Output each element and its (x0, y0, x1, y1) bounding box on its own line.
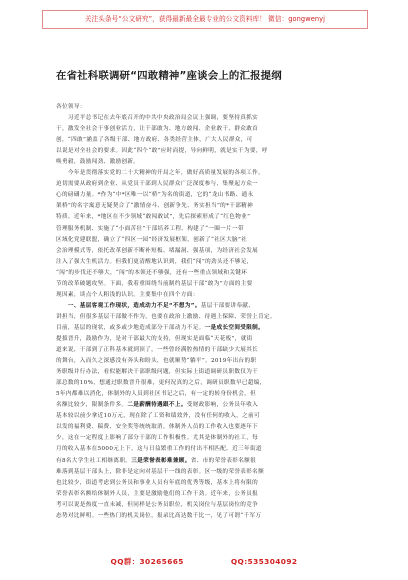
section-heading: 一是成长空间受限制。 (204, 324, 265, 331)
body-line: 少，这在一定程度上影响了部分干部的工作积极性。尤其是体制外的社工，每 (56, 435, 259, 442)
body-line: 唤勇毅，鼓励闯劲、激励创新。 (56, 159, 140, 166)
salutation: 各位领导： (56, 104, 86, 110)
body-line: 目前，基层的现状，或多或少地造成部分干部动力不足。一是成长空间受限制。 (56, 324, 265, 331)
body-line: 务职级并行办法，看似能解决干部职级问题，但实际上街道调研员职数仅为干 (56, 369, 259, 376)
qq-label: QQ:535304092 (230, 557, 298, 566)
body-line: 特质。近年来，*地区在不少领域“敢闯敢试”，先后探索形成了“红色物业” (56, 214, 251, 221)
section-heading: 三是荣誉表彰难兼顾。 (131, 457, 191, 464)
body-line: 基本较以前少拿近10万元，现在除了工资和绩效外，没有任何的收入，之前可 (56, 413, 260, 420)
body-line: 架桥”的名字寓意无疑契合了“激情奋斗、创新争先、务实担当”的*干部精神 (56, 203, 254, 210)
body-line: 以说是对全社会的要求。因此“四个“敢”应时而提，导向鲜明，就是实干为要，呼 (56, 148, 268, 155)
body-line: 名额比较少，限制条件多。二是薪酬待遇跟不上。受财政影响，公务员年收入 (56, 402, 259, 409)
body-line: 道来说，干部到了正科基本就到顶了，一些曾经满腔热情的干部缺少大展其长 (56, 347, 259, 354)
body-line: “闯”的步伐还不够大，“闯”的本领还不够强，还有一些重点领域和关键环 (56, 269, 248, 276)
body-line: 部总数的10%，想通过职数晋升很难，更何况真的之后，调研员职数早已超编， (56, 380, 266, 387)
promo-banner: 关注头条号“公文研究”，获得最新最全最专业的公文资料库！ 微信：gongwenyj (42, 10, 368, 29)
body-line: 区域化党建联盟，确立了“四区一园”经济发展框架，创新了“社区大脑”社 (56, 236, 248, 243)
qq-group-label: QQ群：30265665 (110, 557, 184, 566)
body-line: 一、基层客观工作现状，造成动力不足“不想为”。基层干部要讲奉献、 (67, 302, 255, 309)
body-line: 迫切需要从政府到企业、从党员干部到人民群众广泛深度参与，集聚起方众一 (56, 181, 259, 188)
body-line: 考可以说是热度一直未减，但同样是公务员职位，机关岗位与基层岗位的竞争 (56, 501, 259, 508)
body-line: 管理服务机制、实施了“小面苦壮”干部培养工程、构建了“一圈一片一带 (56, 225, 244, 232)
section-heading: 一、基层客观工作现状，造成动力不足“不想为”。 (67, 302, 201, 309)
body-line: 提拔晋升，鼓励作为，是对干部最大的支持，但现实是面临“天花板”，就街 (56, 335, 253, 342)
body-line: 以发的福利费、稿费、安全奖等统统取消，体制外人员的工作收入也要逐年下 (56, 424, 259, 431)
body-line: 心的磅礴力量。*作为“中*区唯一以“桥”为名的街道，它的“龙山书路、通永 (56, 192, 254, 199)
body-line: 荣誉表彰名额给体制外人员，主要是激励他们的工作干劲。近年来，公务员报 (56, 490, 259, 497)
body-line: 5年内都难以消化，体制外的人员到社区书记之后，有一定的转身份机会，但 (56, 391, 257, 398)
body-line: 讲担当，但很多基层干部做不作为，也要在政治上激励、待遇上保障、荣誉上肯定。 (56, 313, 276, 320)
body-line: 也比较少，街道考虑到公务员和事业人员有年底的优秀等级，基本上将有限的 (56, 479, 259, 486)
body-line: 创，“四敢”涵盖了各级干部、地方政府、各类经营主体，广大人民群众，可 (56, 137, 253, 144)
body-line: 的舞台，入而久之深感没有奔头和盼头，也就顺势“躺平”。2019年出台的职 (56, 358, 257, 365)
body-line: 会治理模式等，依托改革创新不断补短板、堵漏洞、强基项，为经济社会发展 (56, 247, 259, 254)
footer-contacts (0, 556, 408, 567)
body-line: 现因素，谈点个人粗浅的认识。主要集中在四个方面： (56, 291, 199, 298)
body-line: 态势对比鲜明。一些热门的机关岗位，报录比高达数千比一，见了可谓“千军万 (56, 512, 262, 519)
body-line: 月的收入基本在5000元上下，这与日益繁重工作的付出不相匹配。近三年街道 (56, 446, 262, 453)
body-line: 习近平总书记在去年底召开的中共中央政治局会议上强调，要坚持真抓实 (56, 115, 259, 122)
body-line: 干，激发全社会干事创业活力，让干部敢为、地方敢闯、企业敢干、群众敢首 (56, 126, 259, 133)
section-heading: 二是薪酬待遇跟不上。 (127, 402, 187, 409)
body-line: 注入了强大生机活力。但我们更清醒地认识到，我们“闯”的劲头还不够足， (56, 258, 253, 265)
body-line: 难落到基层干部头上，除非是定向对基层干一线的表彰。区一级的荣誉表彰名额 (56, 468, 265, 475)
body-line: 节的改革破题攻坚。下面，我着重围绕当前制约基层干部“敢为”方面的主要 (56, 280, 253, 287)
body-line: 今年是贯彻落实党的二十大精神的开局之年，做好高质量发展的各项工作， (56, 170, 265, 177)
document-title: 在省社科联调研“四敢精神”座谈会上的汇报提纲 (56, 70, 282, 82)
document-body (56, 102, 356, 522)
body-line: 有8名大学生社工相继离职。三是荣誉表彰难兼顾。省、市的荣誉表彰名额很 (56, 457, 257, 464)
